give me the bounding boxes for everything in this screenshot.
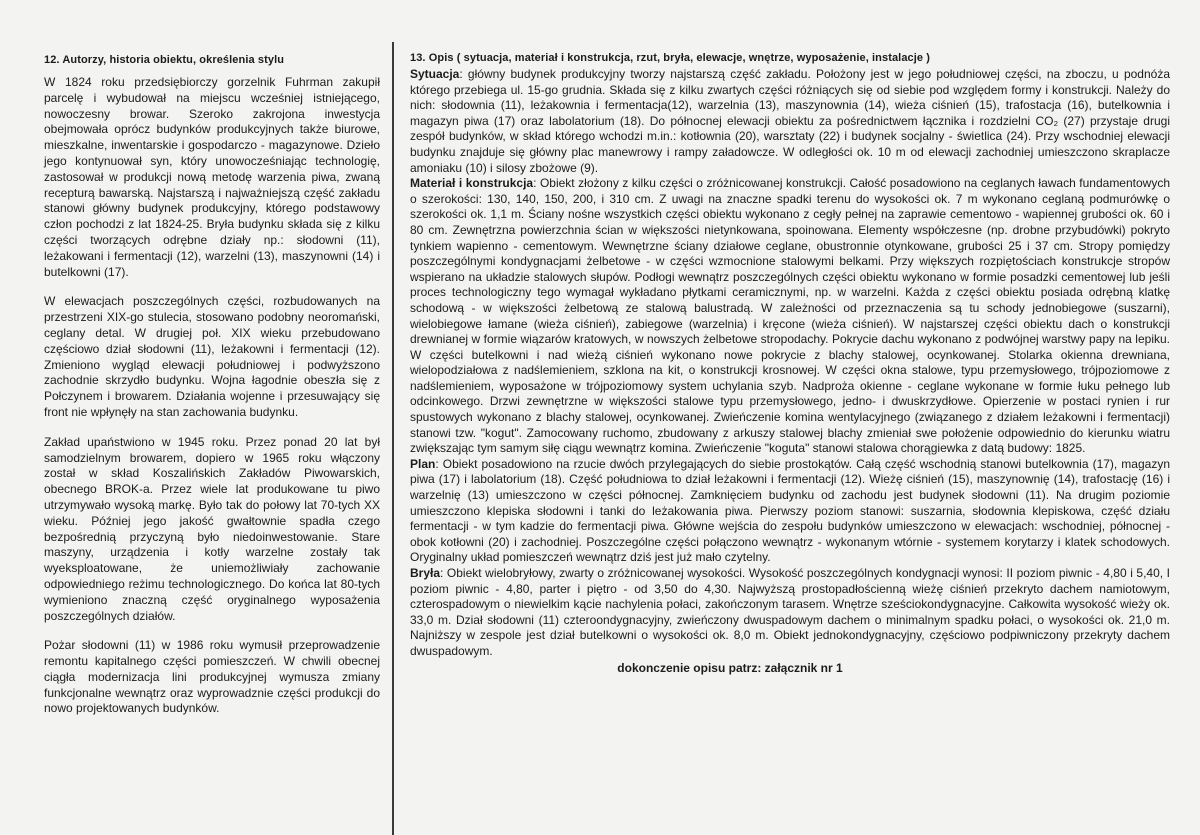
section-12-heading: 12. Autorzy, historia obiektu, określenia stylu: [44, 54, 285, 66]
continuation-note: dokonczenie opisu patrz: załącznik nr 1: [617, 660, 843, 675]
plan-text: : Obiekt posadowiono na rzucie dwóch przylegających do siebie prostokątów. Całą część wschodnią stanowi butelkownia (17), magazyn piwa (17) i labolatorium (18). Część południowa to dział leżakowni i fermentacji (12). Wieżę ciśnień (15), maszynownię (14), trafostację (16) i warzelnię (13) umieszczono w części północnej. Zamknięciem budynku od zachodu jest budynek słodowni (11). Na drugim poziomie umieszczono klepiska słodowni i tanki do leżakowania piwa. Pierwszy poziom stanowi: suszarnia, słodownia klepiskowa, część działu fermentacji - w tym kadzie do fermentacji piwa. Główne wejścia do zespołu budynków umieszczono w elewacjach: wschodniej, północnej - obok kotłowni (20) i zachodniej. Poszczególne części połączono wewnątrz - wykonanym wtórnie - systemem korytarzy i klatek schodowych. Oryginalny układ pomieszczeń wewnątrz dziś jest już mało czytelny.: [410, 456, 1170, 565]
description-massing: [410, 566, 1170, 660]
history-paragraph-4: Pożar słodowni (11) w 1986 roku wymusił przeprowadzenie remontu kapitalnego części pomieszczeń. W chwili obecnej ciągła modernizacja lini produkcyjnej wymusza zmiany funkcjonalne wewnątrz oraz wyprowadznie części produkcji do nowo projektowanych budynków.: [44, 638, 380, 716]
description-plan: [410, 457, 1170, 566]
material-label: Materiał i konstrukcja: [410, 176, 534, 191]
column-divider: [392, 42, 394, 835]
history-paragraph-2: W elewacjach poszczególnych części, rozbudowanych na przestrzeni XIX-go stulecia, stosowano podobny neoromański, ceglany detal. W drugiej poł. XIX wieku przebudowano częściowo dział słodowni (11), leżakowni i fermentacji (12). Zmieniono wygląd elewacji południowej i podwyższono zachodnie skrzydło budynku. Wojna łagodnie obeszła się z Połczynem i browarem. Działania wojenne i przesuwający się front nie wpłynęły na stan zachowania budynku.: [44, 294, 380, 419]
left-column: [44, 54, 380, 731]
history-paragraph-1: W 1824 roku przedsiębiorczy gorzelnik Fuhrman zakupił parcelę i wybudował na miejscu wcześniej istniejącego, nowoczesny browar. Szeroko zakrojona inwestycja obejmowała oprócz budynków produkcyjnych także biurowe, mieszkalne, inwentarskie i gospodarczo - magazynowe. Dzieło jego kontynuował syn, który unowocześniając technologię, zastosował w produkcji nową metodę warzenia piwa, zwaną recepturą bawarską. Najstarszą i najważniejszą część zakładu stanowi główny budynek produkcyjny, którego podstawowy człon pochodzi z lat 1824-25. Bryła budynku składa się z kilku części tworzących odrębne działy np.: słodowni (11), leżakowani i fermentacji (12), warzelni (13), maszynowni (14) i butelkowni (17).: [44, 75, 380, 279]
massing-text: : Obiekt wielobryłowy, zwarty o zróżnicowanej wysokości. Wysokość poszczególnych kondygnacji wynosi: II poziom piwnic - 4,80 i 5,40, I poziom piwnic - 4,80, parter i piętro - od 3,50 do 4,30. Najwyższą prostopadłościenną wieżę ciśnień przekryto dachem namiotowym, czterospadowym o niewielkim kącie nachylenia połaci, zakończonym tarasem. Wnętrze sześciokondygnacyjne. Całkowita wysokość wieży ok. 33,0 m. Dział słodowni (11) czteroondygnacyjny, zwieńczony dwuspadowym dachem o minimalnym spadku połaci, o wysokości ok. 21,0 m. Najniższy w zespole jest dział butelkowni o wysokości ok. 8,0 m. Obiekt jednokondygnacyjny, częściowo podpiwniczony przekryty dachem dwuspadowym.: [410, 566, 1170, 658]
right-column: [410, 52, 1170, 675]
situation-text: : główny budynek produkcyjny tworzy najstarszą część zakładu. Położony jest w jego południowej części, na zboczu, u podnóża którego przebiega ul. 15-go grudnia. Składa się z kilku zwartych części różniących się od siebie pod względem formy i konstrukcji. Należy do nich: słodownia (11), leżakownia i fermentacja(12), warzelnia (13), maszynownia (14), wieża ciśnień (15), trafostacja (16), butelkownia i magazyn piwa (17) oraz labolatorium (18). Do północnej elewacji obiektu za pośrednictwem łącznika i rozdzielni CO₂ (27) przystaje drugi zespół budynków, w skład którego wchodzi m.in.: kotłownia (20), warsztaty (22) i budynek socjalny - świetlica (24). Przy wschodniej elewacji budynku znajduje się główny plac manewrowy i rampy załadowcze. W odległości ok. 10 m od elewacji zachodniej umieszczono skraplacze amoniaku (10) i silosy zbożowe (9).: [410, 67, 1170, 175]
situation-label: Sytuacja: [410, 67, 460, 81]
history-paragraph-3: Zakład upaństwiono w 1945 roku. Przez ponad 20 lat był samodzielnym browarem, dopiero w 1965 roku włączony został w skład Koszalińskich Zakładów Piwowarskich, obecnego BROK-a. Przez wiele lat produkowane tu piwo utrzymywało wysoką markę. Było tak do połowy lat 70-tych XX wieku. Później jego jakość gwałtownie spadła czego bezpośrednią przyczyną było niedoinwestowanie. Stare maszyny, urządzenia i kotły warzelne zostały tak wyeksploatowane, że uniemożliwiały zachowanie odpowiedniego reżimu technologicznego. Do końca lat 80-tych wymieniono znaczną część oryginalnego wyposażenia poszczególnych działów.: [44, 434, 380, 623]
massing-label: Bryła: [410, 566, 441, 580]
section-13-heading: 13. Opis ( sytuacja, materiał i konstrukcja, rzut, bryła, elewacje, wnętrze, wyposażenie, instalacje ): [410, 52, 931, 64]
plan-label: Plan: [410, 456, 436, 471]
material-text: : Obiekt złożony z kilku części o zróżnicowanej konstrukcji. Całość posadowiono na ceglanych ławach fundamentowych o szerokości: 130, 140, 150, 200, i 310 cm. Z uwagi na znaczne spadki terenu do wysokości ok. 7 m wykonano ceglaną podmurówkę o szerokości ok. 1,1 m. Ściany nośne wszystkich części obiektu wykonano z cegły pełnej na zaprawie cementowo - wapiennej grubości ok. 60 i 80 cm. Zewnętrzna powierzchnia ścian w większości nietynkowana, spoinowana. Elementy współczesne (np. drobne przybudówki) pokryto tynkiem wapienno - cementowym. Wewnętrzne ściany działowe ceglane, obustronnie otynkowane, grubości 25 i 37 cm. Stropy pomiędzy poszczególnymi kondygnacjami żelbetowe - w części wzmocnione stalowymi belkami. Przy większych rozpiętościach konstrukcje stropów wspierano na układzie stalowych słupów. Podłogi wewnątrz poszczególnych części obiektu wykonano w formie posadzki cementowej lub jeśli proces technologiczny tego wymagał wykładano płytkami ceramicznymi, np. w warzelni. Każda z części obiektu posiada odrębną klatkę schodową - w większości żelbetową ze stalową balustradą. W zależności od przeznaczenia są tu schody jednobiegowe (suszarni), wielobiegowe łamane (wieża ciśnień), zabiegowe (warzelnia) i kręcone (wieża ciśnień). W najstarszej części obiektu dach o konstrukcji drewnianej w formie wiązarów kratowych, w nowszych żelbetowe stropodachy. Pokrycie dachu wykonano z podwójnej warstwy papy na lepiku. W części butelkowni i nad wieżą ciśnień wykonano nowe pokrycie z blachy stalowej, ocynkowanej. Stolarka okienna drewniana, wielopodziałowa z nadślemieniem, szklona na kit, o konstrukcji krosnowej. W części okna stalowe, typu przemysłowego, trójpoziomowe z nadślemieniem, wyposażone w trójpoziomowy system uchylania szyb. Nadproża okienne - ceglane wykonane w formie łuku pełnego lub odcinkowego. Drzwi zewnętrzne w większości stalowe typu przemysłowego, jedno- i dwuskrzydłowe. Opierzenie w postaci rynien i rur spustowych wykonano z blachy stalowej, ocynkowanej. Zwieńczenie komina wentylacyjnego (związanego z działem leżakowni i fermentacji) stanowi tzw. "kogut". Zamocowany ruchomo, zbudowany z arkuszy stalowej blachy zmieniał swe położenie odpowiednio do kierunku wiatru zwiększając tym samym siłę ciągu wewnątrz komina. Zwieńczenie "koguta" stanowi stalowa chorągiewka z datą budowy: 1825.: [410, 176, 1171, 456]
description-situation: [410, 67, 1170, 176]
description-material: [410, 176, 1170, 457]
